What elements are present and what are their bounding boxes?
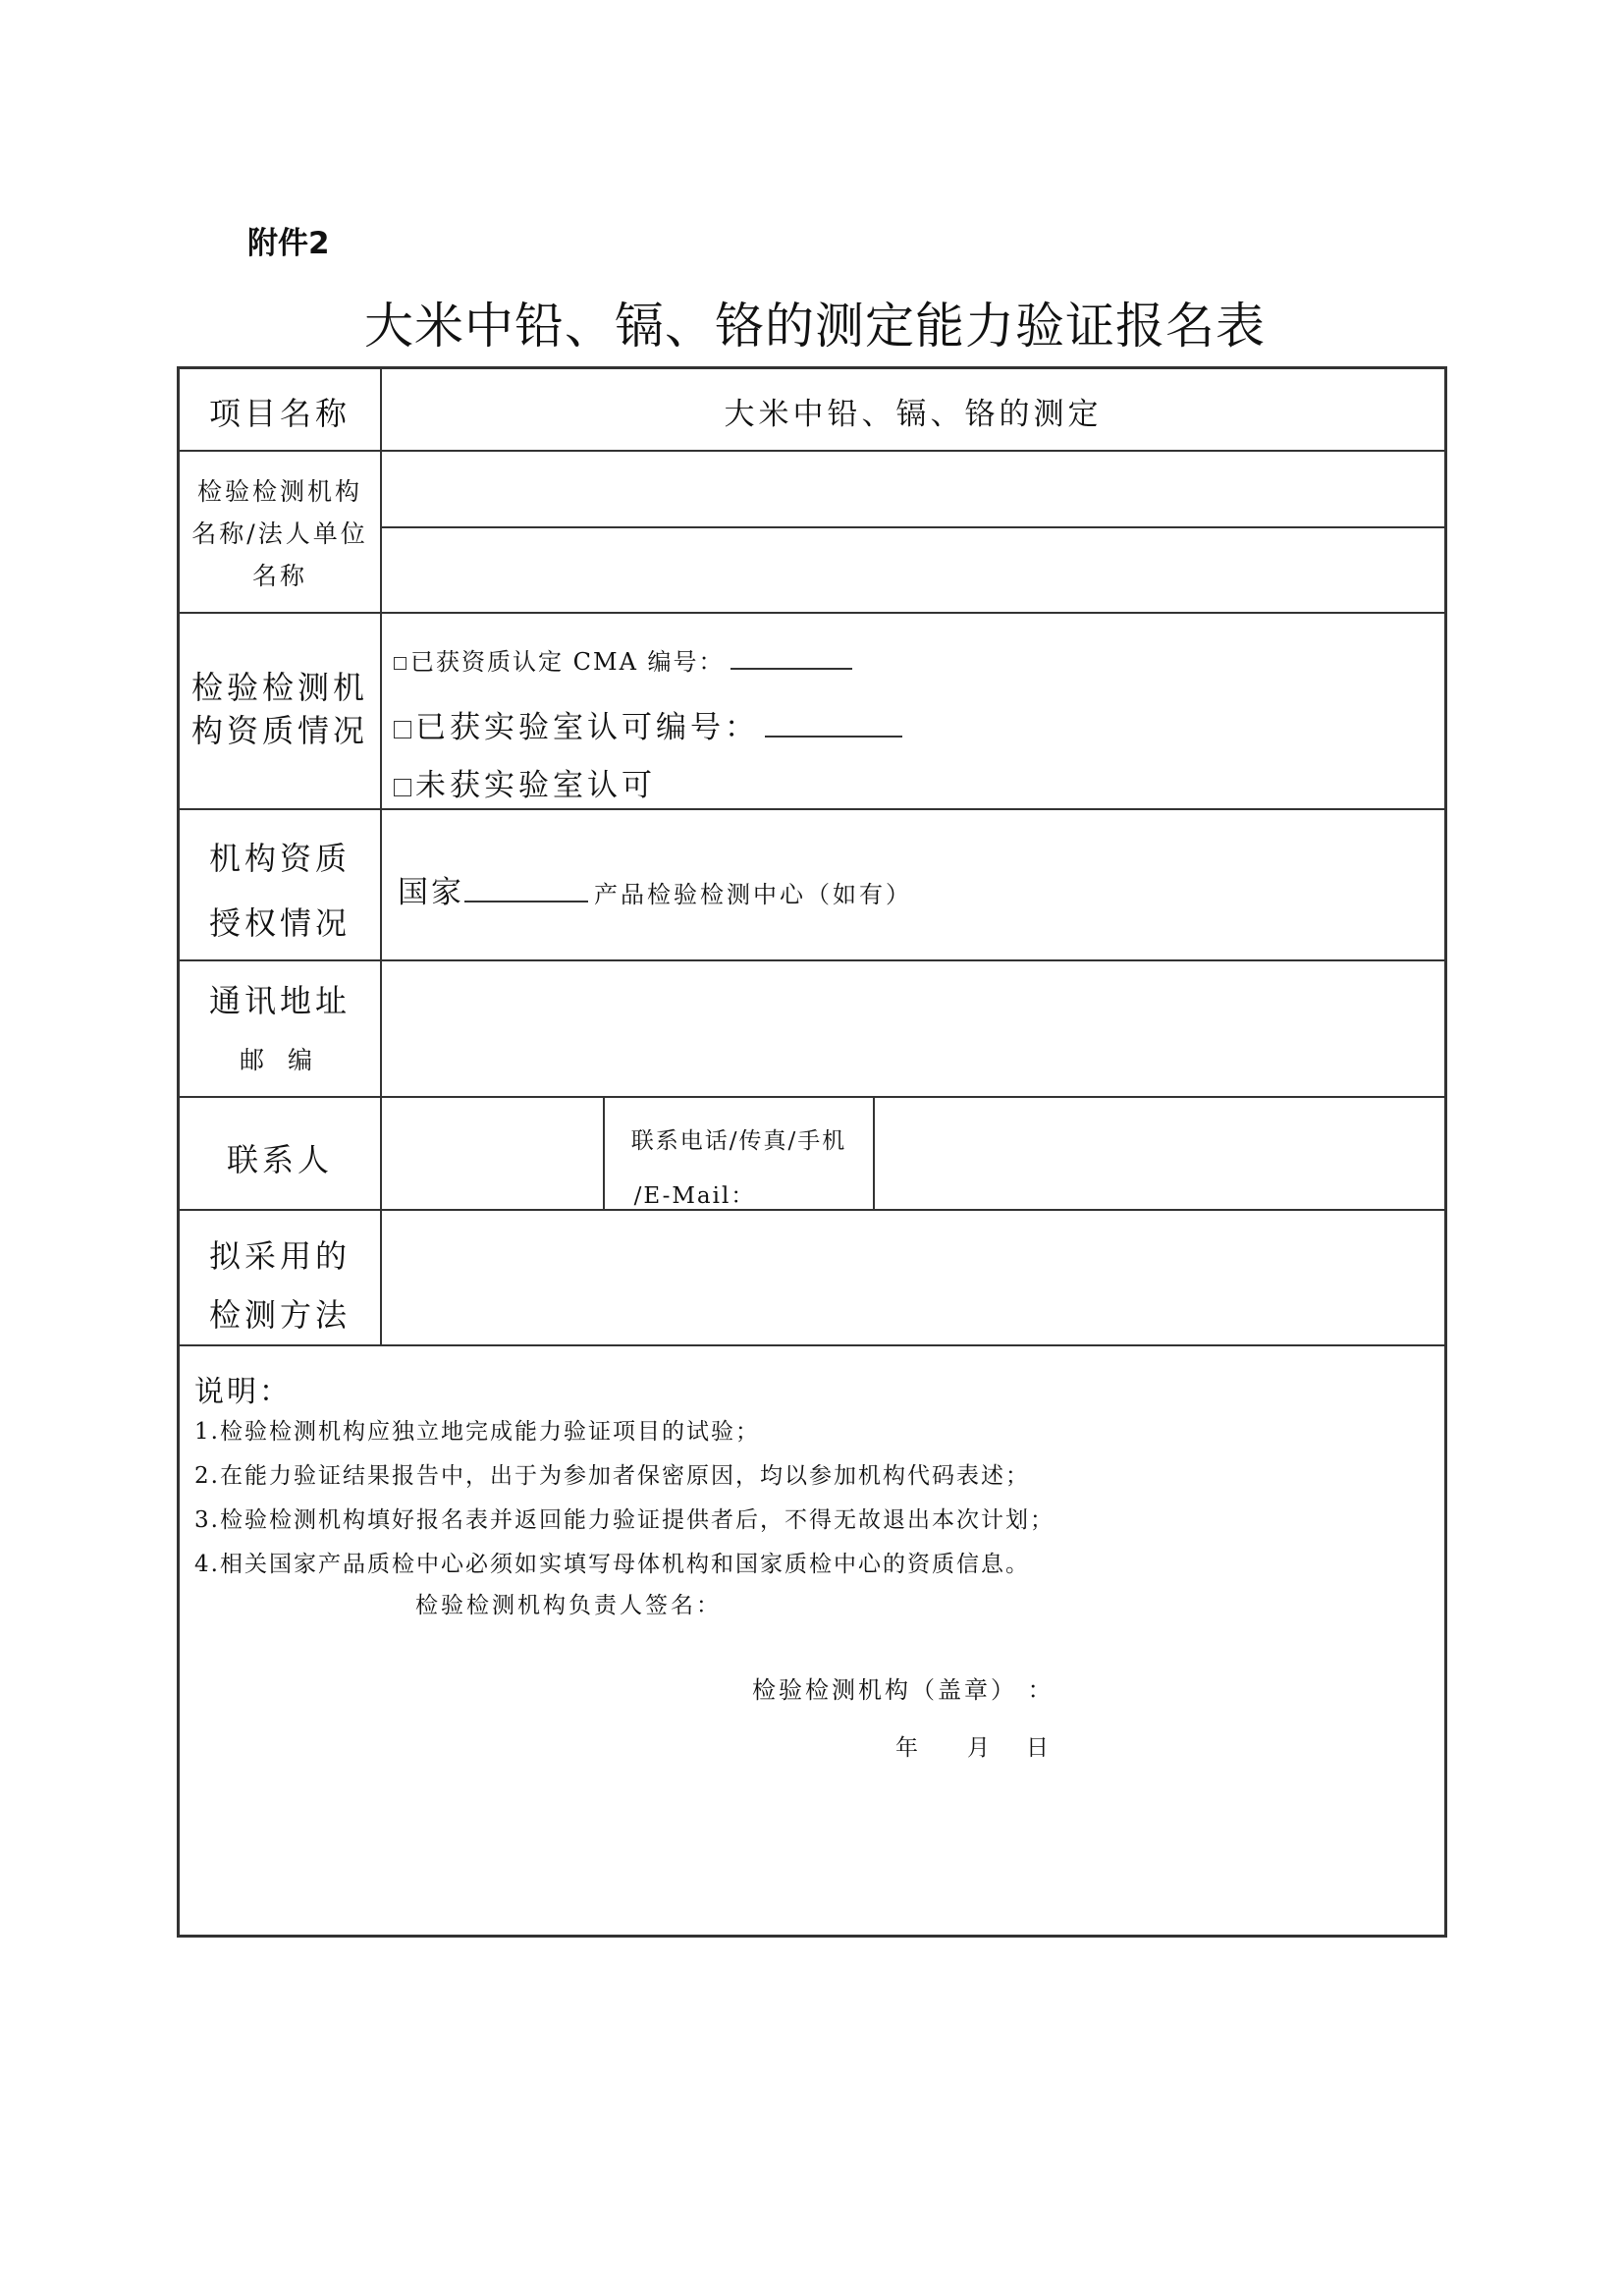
column-divider: [873, 1096, 875, 1209]
row-divider: [382, 526, 1444, 528]
date-month-label: 月: [967, 1735, 990, 1761]
center-name-blank[interactable]: [464, 901, 588, 902]
checkbox-icon[interactable]: [394, 779, 411, 796]
authorization-label: 机构资质 授权情况: [208, 840, 351, 942]
note-item: 3.检验检测机构填好报名表并返回能力验证提供者后，不得无故退出本次计划；: [194, 1507, 1055, 1533]
project-name-value: 大米中铅、镉、铬的测定: [724, 397, 1103, 432]
phone-label: 联系电话/传真/手机 /E-Mail：: [630, 1128, 847, 1209]
test-method-field[interactable]: [384, 1212, 1442, 1342]
contact-person-label: 联系人: [226, 1141, 333, 1178]
qualification-label: 检验检测机 构资质情况: [190, 669, 368, 749]
not-accredited-option[interactable]: 未获实验室认可: [394, 760, 656, 804]
institution-name-label: 检验检测机构 名称/法人单位 名称: [191, 477, 368, 590]
row-divider: [180, 450, 1444, 452]
test-method-label: 拟采用的 检测方法: [208, 1237, 351, 1334]
legal-entity-name-field[interactable]: [384, 529, 1442, 610]
date-year-label: 年: [895, 1735, 918, 1761]
row-divider: [180, 1344, 1444, 1346]
notes-heading: 说明：: [194, 1375, 292, 1409]
authorization-field[interactable]: 国家 产品检验检测中心（如有）: [398, 875, 912, 910]
phone-field[interactable]: [877, 1099, 1442, 1207]
note-item: 4.相关国家产品质检中心必须如实填写母体机构和国家质检中心的资质信息。: [194, 1552, 1030, 1577]
row-divider: [180, 1096, 1444, 1098]
lab-accreditation-option[interactable]: 已获实验室认可编号：: [394, 702, 902, 746]
row-divider: [180, 808, 1444, 810]
institution-name-field[interactable]: [384, 453, 1442, 525]
registration-form-table: [177, 366, 1447, 1938]
seal-label: 检验检测机构（盖章） ：: [752, 1676, 1055, 1704]
checkbox-icon[interactable]: [394, 721, 411, 738]
row-divider: [180, 612, 1444, 614]
address-field[interactable]: [384, 962, 1442, 1094]
project-name-label: 项目名称: [208, 395, 351, 432]
form-title: 大米中铅、镉、铬的测定能力验证报名表: [364, 298, 1266, 355]
note-item: 1.检验检测机构应独立地完成能力验证项目的试验；: [194, 1419, 760, 1445]
cma-option[interactable]: 已获资质认定 CMA 编号：: [394, 642, 852, 677]
address-label: 通讯地址: [208, 982, 351, 1019]
checkbox-icon[interactable]: [394, 657, 406, 670]
column-divider: [380, 369, 382, 1344]
cma-number-blank[interactable]: [730, 668, 852, 670]
row-divider: [180, 959, 1444, 961]
note-item: 2.在能力验证结果报告中，出于为参加者保密原因，均以参加机构代码表述；: [194, 1463, 1030, 1489]
attachment-label: 附件2: [247, 226, 330, 261]
signature-label: 检验检测机构负责人签名：: [415, 1593, 722, 1618]
accreditation-number-blank[interactable]: [765, 736, 902, 738]
postcode-label: 邮 编: [240, 1046, 320, 1074]
date-day-label: 日: [1026, 1735, 1049, 1761]
